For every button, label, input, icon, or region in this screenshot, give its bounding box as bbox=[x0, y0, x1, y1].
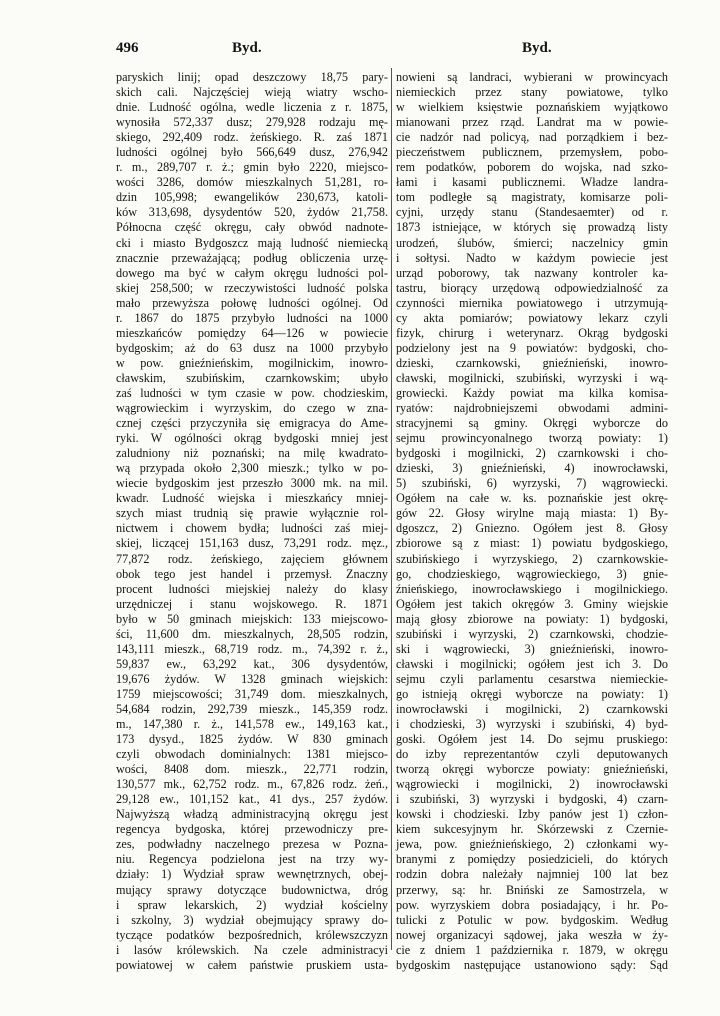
text-line: regencya bydgoska, której przewodniczy pre- bbox=[116, 822, 388, 837]
page-number: 496 bbox=[116, 40, 139, 56]
text-line: ści, 11,600 dm. mieszkalnych, 28,505 rodzin, bbox=[116, 626, 388, 641]
text-line: Północna część okręgu, cały obwód nadnote- bbox=[116, 220, 388, 235]
text-line: 59,837 ew., 63,292 kat., 306 dysydentów, bbox=[116, 656, 388, 671]
text-line: procent ludności miejskiej należy do klasy bbox=[116, 581, 388, 596]
text-line: zes, podwładny naczelnego prezesa w Pozna- bbox=[116, 837, 388, 852]
running-head-right: Byd. bbox=[522, 40, 552, 56]
left-text-column bbox=[116, 70, 388, 973]
text-line: ludności ogólnej było 566,649 dusz, 276,942 bbox=[116, 145, 388, 160]
text-line: 173 dysyd., 1825 żydów. W 830 gminach bbox=[116, 732, 388, 747]
text-line: w pow. gnieźnieńskim, mogilnickim, inowro- bbox=[116, 355, 388, 370]
text-line: wiecie bydgoskim jest przeszło 3000 mk. na mil. bbox=[116, 476, 388, 491]
text-line: kiem sukcesyjnym hr. Skórzewski z Czernie- bbox=[396, 822, 668, 837]
text-line: wości, 8408 dom. mieszk., 22,771 rodzin, bbox=[116, 762, 388, 777]
text-line: mają głosy zbiorowe na powiaty: 1) bydgoski, bbox=[396, 611, 668, 626]
text-line: go istnieją okręgi wyborcze na powiaty: 1) bbox=[396, 686, 668, 701]
text-line: 77,872 rodz. żeńskiego, zajęciem głównem bbox=[116, 551, 388, 566]
text-line: 1759 miejscowości; 31,749 dom. mieszkalnych, bbox=[116, 686, 388, 701]
text-line: dnie. Ludność ogólna, wedle liczenia z r. 1875, bbox=[116, 100, 388, 115]
text-line: mieszkańców pomiędzy 64—126 w powiecie bbox=[116, 325, 388, 340]
text-line: i sołtysi. Nadto w każdym powiecie jest bbox=[396, 250, 668, 265]
text-line: nictwem i chowem bydła; ludności zaś miej- bbox=[116, 521, 388, 536]
text-line: Najwyższą władzą administracyjną okręgu jest bbox=[116, 807, 388, 822]
text-line: wągrowiecki i mogilnicki, 2) inowrocławski bbox=[396, 777, 668, 792]
text-line: skich cali. Najczęściej wieją wiatry wscho- bbox=[116, 85, 388, 100]
text-line: i spraw lekarskich, 2) wydział kościelny bbox=[116, 897, 388, 912]
text-line: i chodzieski, 3) wyrzyski i szubiński, 4) byd- bbox=[396, 717, 668, 732]
text-line: cy akta pomiarów; powiatowy lekarz czyli bbox=[396, 310, 668, 325]
text-line: pow. wyrzyskiem dobra posiadający, i hr. Po- bbox=[396, 897, 668, 912]
text-line: wości 3286, domów mieszkalnych 51,281, ro- bbox=[116, 175, 388, 190]
text-line: branymi z pomiędzy posiedzicieli, do których bbox=[396, 852, 668, 867]
text-line: 143,111 mieszk., 68,719 rodz. m., 74,392 r. ż., bbox=[116, 641, 388, 656]
text-line: urząd poborowy, tak nazwany kontroler ka- bbox=[396, 265, 668, 280]
text-line: w wielkiem księstwie poznańskiem wyjątkowo bbox=[396, 100, 668, 115]
text-line: dzieski, czarnkowski, gnieźnieński, inowro- bbox=[396, 355, 668, 370]
text-line: fizyk, chirurg i weterynarz. Okrąg bydgoski bbox=[396, 325, 668, 340]
text-line: źnieńskiego, inowrocławskiego i mogilnickiego. bbox=[396, 581, 668, 596]
text-line: sejmu prowincyonalnego tworzą powiaty: 1) bbox=[396, 431, 668, 446]
text-line: dgoszcz, 2) Gniezno. Ogółem jest 8. Głosy bbox=[396, 521, 668, 536]
text-line: bydgoskim następujące ustanowiono sądy: Sąd bbox=[396, 957, 668, 972]
text-line: było w 50 gminach miejskich: 133 miejscowo- bbox=[116, 611, 388, 626]
text-line: mujący sprawy dotyczące budownictwa, dróg bbox=[116, 882, 388, 897]
text-line: obok tego jest handel i przemysł. Znaczny bbox=[116, 566, 388, 581]
text-line: paryskich linij; opad deszczowy 18,75 pary- bbox=[116, 70, 388, 84]
text-line: zaludniony niż poznański; na milę kwadrato- bbox=[116, 446, 388, 461]
text-line: tyczące podatków bezpośrednich, królewszczyzn bbox=[116, 927, 388, 942]
text-line: r. m., 289,707 r. ż.; gmin było 2220, miejsco- bbox=[116, 160, 388, 175]
column-divider bbox=[391, 68, 392, 950]
text-line: powiatowej w całem państwie pruskiem usta- bbox=[116, 957, 388, 972]
text-line: czyli obwodach dominialnych: 1381 miejsco- bbox=[116, 747, 388, 762]
text-line: growiecki. Każdy powiat ma kilka komisa- bbox=[396, 385, 668, 400]
text-line: szych miast trudnią się prawie wyłącznie rol- bbox=[116, 506, 388, 521]
text-line: urzędniczej i stanu wojskowego. R. 1871 bbox=[116, 596, 388, 611]
text-line: mało przewyższa połowę ludności ogólnej. Od bbox=[116, 295, 388, 310]
text-line: nowej organizacyi sądowej, jaka weszła w ży- bbox=[396, 927, 668, 942]
text-line: cyjni, urzędy stanu (Standesaemter) od r. bbox=[396, 205, 668, 220]
text-line: tulicki z Potulic w pow. bydgoskim. Według bbox=[396, 912, 668, 927]
text-line: wągrowieckim i wyrzyskim, do czego w zna- bbox=[116, 401, 388, 416]
text-line: ków 313,698, dysydentów 520, żydów 21,758. bbox=[116, 205, 388, 220]
text-line: czynności miernika powiatowego i utrzymują- bbox=[396, 295, 668, 310]
text-line: rem podatków, poborem do wojska, nad szko- bbox=[396, 160, 668, 175]
text-line: 19,676 żydów. W 1328 gminach wiejskich: bbox=[116, 671, 388, 686]
text-line: bydgoski i mogilnicki, 2) czarnkowski i cho- bbox=[396, 446, 668, 461]
text-line: znacznie przeważającą; podług obliczenia urzę- bbox=[116, 250, 388, 265]
text-line: niu. Regencya podzielona jest na trzy wy- bbox=[116, 852, 388, 867]
text-line: 29,128 ew., 101,152 kat., 41 dys., 257 żydów. bbox=[116, 792, 388, 807]
text-line: mianowani przez rząd. Landrat ma w powie- bbox=[396, 115, 668, 130]
text-line: cławskim, szubińskim, czarnkowskim; ubyło bbox=[116, 370, 388, 385]
text-line: szubiński i wyrzyski, 2) czarnkowski, chodzie- bbox=[396, 626, 668, 641]
text-line: r. 1867 do 1875 przybyło ludności na 1000 bbox=[116, 310, 388, 325]
text-line: zbiorowe są z miast: 1) powiatu bydgoskiego, bbox=[396, 536, 668, 551]
running-head-left: Byd. bbox=[232, 40, 262, 56]
text-line: dowego ma być w całym okręgu ludności pol- bbox=[116, 265, 388, 280]
text-line: i szkolny, 3) wydział obejmujący sprawy do- bbox=[116, 912, 388, 927]
text-line: dzin 105,998; ewangelików 230,673, katoli- bbox=[116, 190, 388, 205]
text-line: cznej części przyczyniła się emigracya do Ame- bbox=[116, 416, 388, 431]
text-line: goski. Ogółem jest 14. Do sejmu pruskiego: bbox=[396, 732, 668, 747]
text-line: działy: 1) Wydział spraw wewnętrznych, obej- bbox=[116, 867, 388, 882]
text-line: ski i wągrowiecki, 3) gnieźnieński, inowro- bbox=[396, 641, 668, 656]
text-line: i lasów królewskich. Na czele administracyi bbox=[116, 942, 388, 957]
text-line: tom podległe są magistraty, komisarze poli- bbox=[396, 190, 668, 205]
text-line: cki i miasto Bydgoszcz mają ludność niemiecką bbox=[116, 235, 388, 250]
text-line: rodzin dobra należały najmniej 100 lat bez bbox=[396, 867, 668, 882]
text-line: dzieski, 3) gnieźnieński, 4) inowrocławski, bbox=[396, 461, 668, 476]
text-line: kowski i chodzieski. Izby panów jest 1) człon- bbox=[396, 807, 668, 822]
text-line: sejmu czyli parlamentu cesarstwa niemieckie- bbox=[396, 671, 668, 686]
text-line: m., 147,380 r. ż., 141,578 ew., 149,163 kat., bbox=[116, 717, 388, 732]
text-line: ryki. W ogólności okrąg bydgoski mniej jest bbox=[116, 431, 388, 446]
text-line: i szubiński, 3) wyrzyski i bydgoski, 4) czarn- bbox=[396, 792, 668, 807]
text-line: 54,684 rodzin, 292,739 mieszk., 145,359 rodz. bbox=[116, 701, 388, 716]
text-line: urodzeń, ślubów, śmierci; naczelnicy gmin bbox=[396, 235, 668, 250]
text-line: łami i kasami publicznemi. Władze landra- bbox=[396, 175, 668, 190]
right-text-column bbox=[396, 70, 668, 973]
text-line: niemieckich przez stany powiatowe, tylko bbox=[396, 85, 668, 100]
text-line: cławski, mogilnicki, szubiński, wyrzyski i wą- bbox=[396, 370, 668, 385]
text-line: wą przypada około 2,300 mieszk.; tylko w po- bbox=[116, 461, 388, 476]
text-line: 130,577 mk., 62,752 rodz. m., 67,826 rodz. żeń., bbox=[116, 777, 388, 792]
text-line: pieczeństwem publicznem, przemysłem, pobo- bbox=[396, 145, 668, 160]
text-line: do izby reprezentantów czyli deputowanych bbox=[396, 747, 668, 762]
text-line: inowrocławski i mogilnicki, 2) czarnkowski bbox=[396, 701, 668, 716]
text-line: przerwy, są: hr. Bniński ze Samostrzela, w bbox=[396, 882, 668, 897]
text-line: Ogółem na całe w. ks. poznańskie jest okrę- bbox=[396, 491, 668, 506]
text-line: zaś ludności w tym czasie w pow. chodzieskim, bbox=[116, 385, 388, 400]
text-line: stracyjnemi są gminy. Okręgi wyborcze do bbox=[396, 416, 668, 431]
text-line: gów 22. Głosy wirylne mają miasta: 1) By- bbox=[396, 506, 668, 521]
text-line: ryatów: najdrobniejszemi obwodami admini- bbox=[396, 401, 668, 416]
text-line: cie z dniem 1 października r. 1879, w okręgu bbox=[396, 942, 668, 957]
text-line: skiej, liczącej 151,163 dusz, 73,291 rodz. męz., bbox=[116, 536, 388, 551]
text-line: skiego, 292,409 rodz. żeńskiego. R. zaś 1871 bbox=[116, 130, 388, 145]
text-line: tworzą okręgi wyborcze powiaty: gnieźnieński, bbox=[396, 762, 668, 777]
text-line: 1873 istniejące, w których się prowadzą listy bbox=[396, 220, 668, 235]
text-line: skiej 258,500; w rzeczywistości ludność polska bbox=[116, 280, 388, 295]
text-line: wynosiła 572,337 dusz; 279,928 rodzaju mę- bbox=[116, 115, 388, 130]
text-line: szubińskiego i wyrzyskiego, 2) czarnkowskie- bbox=[396, 551, 668, 566]
text-line: 5) szubiński, 6) wyrzyski, 7) wągrowiecki. bbox=[396, 476, 668, 491]
text-line: nowieni są landraci, wybierani w prowincyach bbox=[396, 70, 668, 84]
text-line: tastru, biorący urzędową odpowiedzialność za bbox=[396, 280, 668, 295]
text-line: bydgoskim; aż do 63 dusz na 1000 przybyło bbox=[116, 340, 388, 355]
text-line: cie nadzór nad policyą, nad porządkiem i bez- bbox=[396, 130, 668, 145]
text-line: kwadr. Ludność wiejska i mieszkańcy mniej- bbox=[116, 491, 388, 506]
text-line: go, chodzieskiego, wągrowieckiego, 3) gnie- bbox=[396, 566, 668, 581]
text-line: jewa, pow. gnieźnieńskiego, 2) członkami wy- bbox=[396, 837, 668, 852]
text-line: cławski i mogilnicki; ogółem jest ich 3. Do bbox=[396, 656, 668, 671]
text-line: Ogółem jest takich okręgów 3. Gminy wiejskie bbox=[396, 596, 668, 611]
text-line: podzielony jest na 9 powiatów: bydgoski, cho- bbox=[396, 340, 668, 355]
